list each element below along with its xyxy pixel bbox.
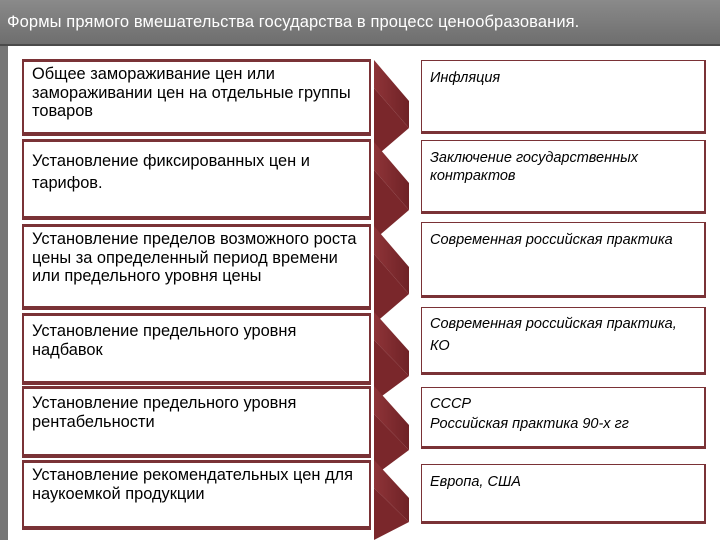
- row-4-right-box: [421, 307, 706, 375]
- row-5-right-line-1: СССР: [430, 396, 472, 412]
- row-2-right-box: [421, 140, 706, 214]
- row-1-right-box: [421, 60, 706, 134]
- row-3-right-line-1: Современная российская практика: [430, 232, 673, 248]
- row-4-left-text: Установление предельного уровня надбавок: [32, 322, 297, 359]
- header-bar: [0, 0, 720, 46]
- chevron-arrows: [374, 46, 414, 540]
- row-6-left-box: [22, 460, 371, 530]
- row-3-right-box: [421, 222, 706, 298]
- row-6-right-line-1: Европа, США: [430, 474, 521, 490]
- row-3-left-box: [22, 224, 371, 310]
- row-5-right-line-2: Российская практика 90-х гг: [430, 416, 629, 432]
- page-title: Формы прямого вмешательства государства в процесс ценообразования.: [7, 13, 580, 31]
- row-1-left-box: [22, 59, 371, 136]
- row-2-right-line-1: Заключение государственных контрактов: [430, 150, 638, 184]
- row-5-left-box: [22, 386, 371, 458]
- row-4-left-box: [22, 313, 371, 385]
- row-1-right-line-1: Инфляция: [430, 70, 501, 86]
- row-4-right-line-1: Современная российская практика, КО: [430, 316, 677, 354]
- row-1-left-text: Общее замораживание цен или замораживании цен на отдельные группы товаров: [32, 65, 351, 120]
- row-3-left-text: Установление пределов возможного роста цены за определенный период времени или предельного уровня цены: [32, 230, 357, 285]
- row-6-right-box: [421, 464, 706, 524]
- row-2-left-text: Установление фиксированных цен и тарифов.: [32, 152, 310, 192]
- row-6-left-text: Установление рекомендательных цен для наукоемкой продукции: [32, 466, 353, 503]
- row-2-left-box: [22, 139, 371, 220]
- row-5-left-text: Установление предельного уровня рентабельности: [32, 394, 297, 431]
- row-5-right-box: [421, 387, 706, 449]
- left-side-bar: [0, 46, 8, 540]
